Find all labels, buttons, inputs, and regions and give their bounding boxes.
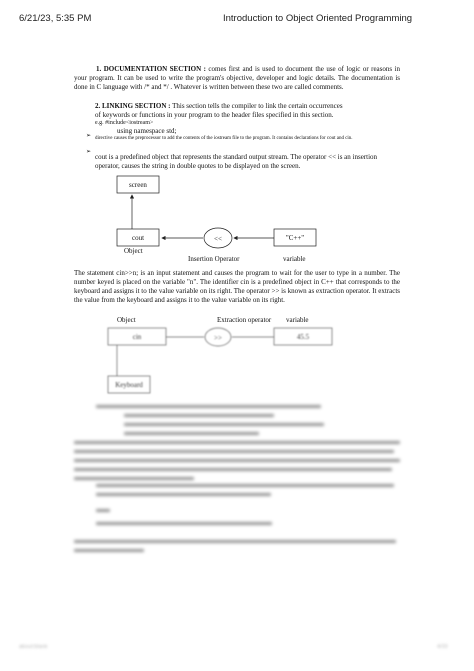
n-label: 45.5 bbox=[296, 333, 310, 341]
cout-label: cout bbox=[131, 234, 145, 242]
insertion-operator-symbol: << bbox=[214, 235, 222, 243]
blurred-text-block bbox=[96, 509, 136, 518]
documentation-text-line1: comes first and is used to document the use of logic or bbox=[205, 65, 369, 73]
blurred-text-block bbox=[96, 405, 326, 441]
print-datetime: 6/21/23, 5:35 PM bbox=[19, 13, 92, 24]
cin-paragraph: The statement cin>>n; is an input statement and causes the program to wait for the user to type in a number. The number keyed is placed on the variable "n". The identifier cin is a predefined object in C++ that corresponds to the keyboard and assigns it to the value variable on its right. The operator >> is known as extraction operator. It extracts the value from the keyboard and assigns it to the value variable on its right. bbox=[74, 269, 400, 304]
linking-text-line1: This section tells the compiler to link the certain occurrences bbox=[170, 102, 343, 110]
footer-page-number: 4/33 bbox=[437, 644, 448, 650]
blurred-text-block bbox=[96, 522, 296, 531]
bullet-arrow-icon: ➢ bbox=[86, 149, 92, 155]
keyboard-label: Keyboard bbox=[115, 381, 143, 389]
object-label: Object bbox=[124, 247, 143, 255]
extraction-operator-label: Extraction operator bbox=[217, 316, 272, 324]
blurred-text-block bbox=[74, 441, 402, 486]
documentation-text: reasons in your program. It can be used to write the program's objective, developer and logic details. The documentation is done in C language with /* and */ . Whatever is written between these two are called comments. bbox=[74, 65, 400, 91]
using-namespace: using namespace std; bbox=[117, 127, 177, 135]
cin-label: cin bbox=[132, 333, 142, 341]
bullet-arrow-icon: ➢ bbox=[86, 133, 92, 139]
extraction-diagram bbox=[108, 328, 332, 393]
blurred-text-block bbox=[74, 540, 402, 558]
variable-label-2: variable bbox=[286, 316, 309, 324]
footer-url: about:blank bbox=[19, 644, 48, 650]
linking-heading: 2. LINKING SECTION : bbox=[95, 102, 171, 110]
documentation-heading: 1. DOCUMENTATION SECTION : bbox=[96, 65, 206, 73]
object-label-2: Object bbox=[117, 316, 136, 324]
blurred-text-block bbox=[96, 484, 396, 502]
variable-label: variable bbox=[283, 255, 306, 263]
page-title: Introduction to Object Oriented Programming bbox=[223, 13, 413, 24]
linking-text-line2: of keywords or functions in your program to the header files specified in this section. bbox=[95, 111, 334, 119]
directive-text: directive causes the preprocessor to add the contents of the iostream file to the program. It contains declarations for cout and cin. bbox=[95, 136, 353, 141]
string-label: "C++" bbox=[285, 234, 305, 242]
cout-description: cout is a predefined object that represents the standard output stream. The operator << is an insertion operator, causes the string in double quotes to be displayed on the screen. bbox=[95, 153, 378, 170]
insertion-operator-label: Insertion Operator bbox=[188, 255, 240, 263]
screen-label: screen bbox=[129, 181, 147, 189]
include-example: e.g. #include<iostream> bbox=[95, 120, 154, 126]
extraction-operator-symbol: >> bbox=[214, 334, 222, 342]
